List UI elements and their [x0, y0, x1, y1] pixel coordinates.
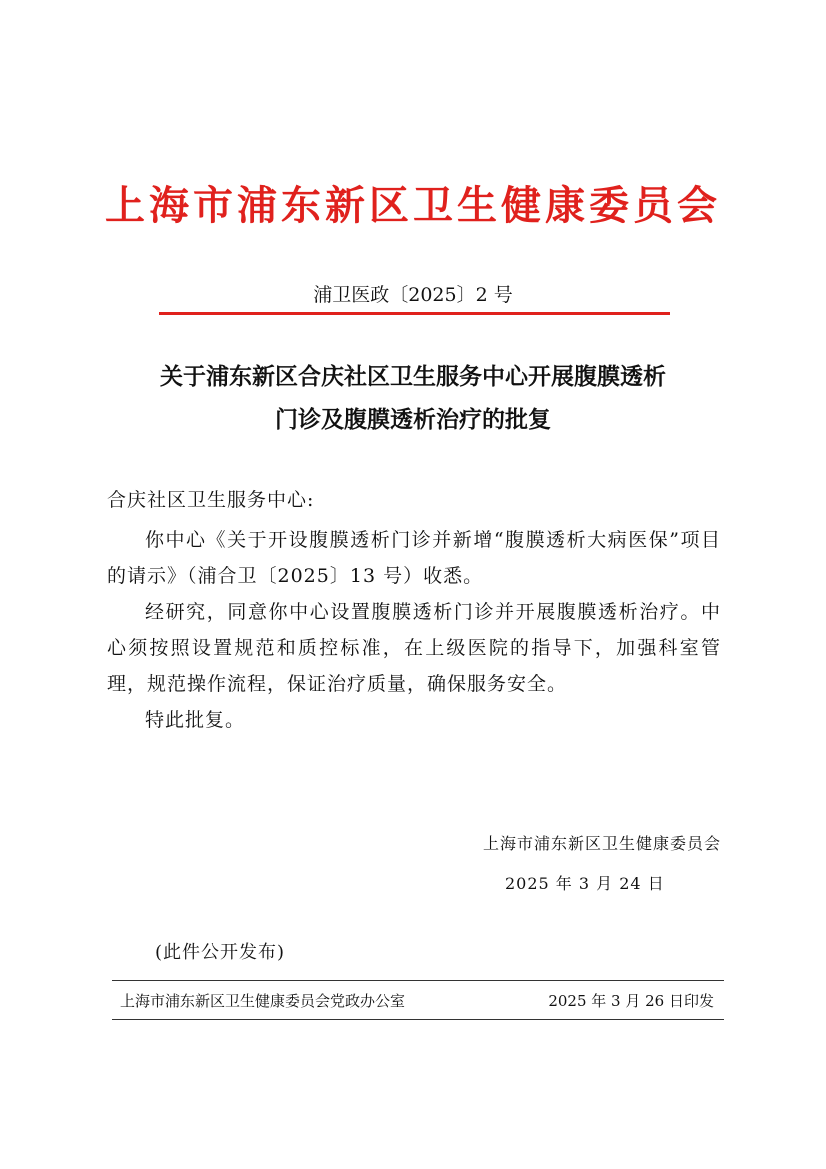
body-paragraph-3: 特此批复。: [145, 709, 246, 731]
header-red-divider: [159, 312, 670, 315]
footer-print-date: 2025 年 3 月 26 日印发: [548, 992, 714, 1010]
document-number: 浦卫医政〔2025〕2 号: [313, 284, 513, 306]
recipient-line: 合庆社区卫生服务中心:: [107, 489, 315, 511]
body-paragraph-2: 经研究，同意你中心设置腹膜透析门诊并开展腹膜透析治疗。中心须按照设置规范和质控标准，在上级医院的指导下，加强科室管理，规范操作流程，保证治疗质量，确保服务安全。: [107, 601, 721, 695]
footer-bottom-rule: [112, 1019, 724, 1020]
organization-header: 上海市浦东新区卫生健康委员会: [105, 182, 721, 229]
signature-date: 2025 年 3 月 24 日: [505, 874, 665, 893]
title-line-2: 门诊及腹膜透析治疗的批复: [275, 406, 551, 433]
body-paragraph-1: 你中心《关于开设腹膜透析门诊并新增“腹膜透析大病医保”项目的请示》（浦合卫〔2025〕13 号）收悉。: [107, 529, 721, 587]
public-release-note: (此件公开发布): [155, 942, 286, 963]
footer-issuing-office: 上海市浦东新区卫生健康委员会党政办公室: [120, 992, 406, 1010]
document-title: [0, 355, 826, 441]
footer-top-rule: [112, 980, 724, 981]
signature-issuer: 上海市浦东新区卫生健康委员会: [482, 834, 721, 853]
body-text: [107, 522, 721, 738]
title-line-1: 关于浦东新区合庆社区卫生服务中心开展腹膜透析: [160, 363, 666, 390]
